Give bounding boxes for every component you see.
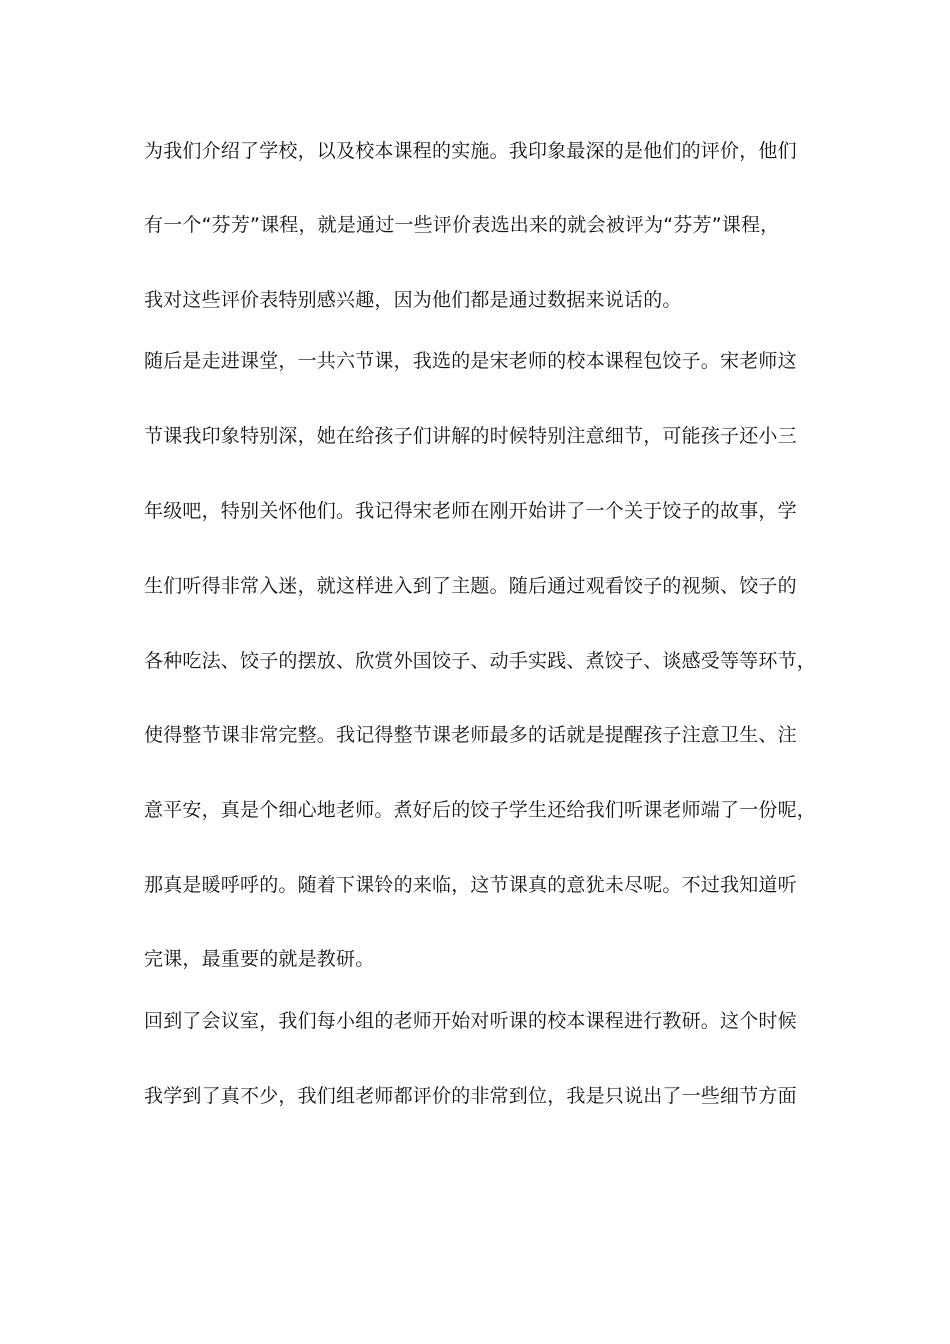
text-line: 那真是暖呼呼的。随着下课铃的来临，这节课真的意犹未尽呢。不过我知道听 xyxy=(144,874,797,896)
text-line: 生们听得非常入迷，就这样进入到了主题。随后通过观看饺子的视频、饺子的 xyxy=(144,575,797,597)
text-line: 各种吃法、饺子的摆放、欣赏外国饺子、动手实践、煮饺子、谈感受等等环节， xyxy=(144,650,817,672)
text-line: 为我们介绍了学校，以及校本课程的实施。我印象最深的是他们的评价，他们 xyxy=(144,140,797,162)
text-line: 有一个“芬芳”课程，就是通过一些评价表选出来的就会被评为“芬芳”课程， xyxy=(144,214,780,236)
text-line: 节课我印象特别深，她在给孩子们讲解的时候特别注意细节，可能孩子还小三 xyxy=(144,425,797,447)
text-line: 我学到了真不少，我们组老师都评价的非常到位，我是只说出了一些细节方面 xyxy=(144,1085,797,1107)
text-line: 我对这些评价表特别感兴趣，因为他们都是通过数据来说话的。 xyxy=(144,289,682,311)
text-line: 意平安，真是个细心地老师。煮好后的饺子学生还给我们听课老师端了一份呢， xyxy=(144,799,817,821)
text-line: 随后是走进课堂，一共六节课，我选的是宋老师的校本课程包饺子。宋老师这 xyxy=(144,350,797,372)
text-line: 年级吧，特别关怀他们。我记得宋老师在刚开始讲了一个关于饺子的故事，学 xyxy=(144,500,797,522)
text-line: 完课，最重要的就是教研。 xyxy=(144,948,375,970)
text-line: 回到了会议室，我们每小组的老师开始对听课的校本课程进行教研。这个时候 xyxy=(144,1010,797,1032)
text-line: 使得整节课非常完整。我记得整节课老师最多的话就是提醒孩子注意卫生、注 xyxy=(144,724,797,746)
